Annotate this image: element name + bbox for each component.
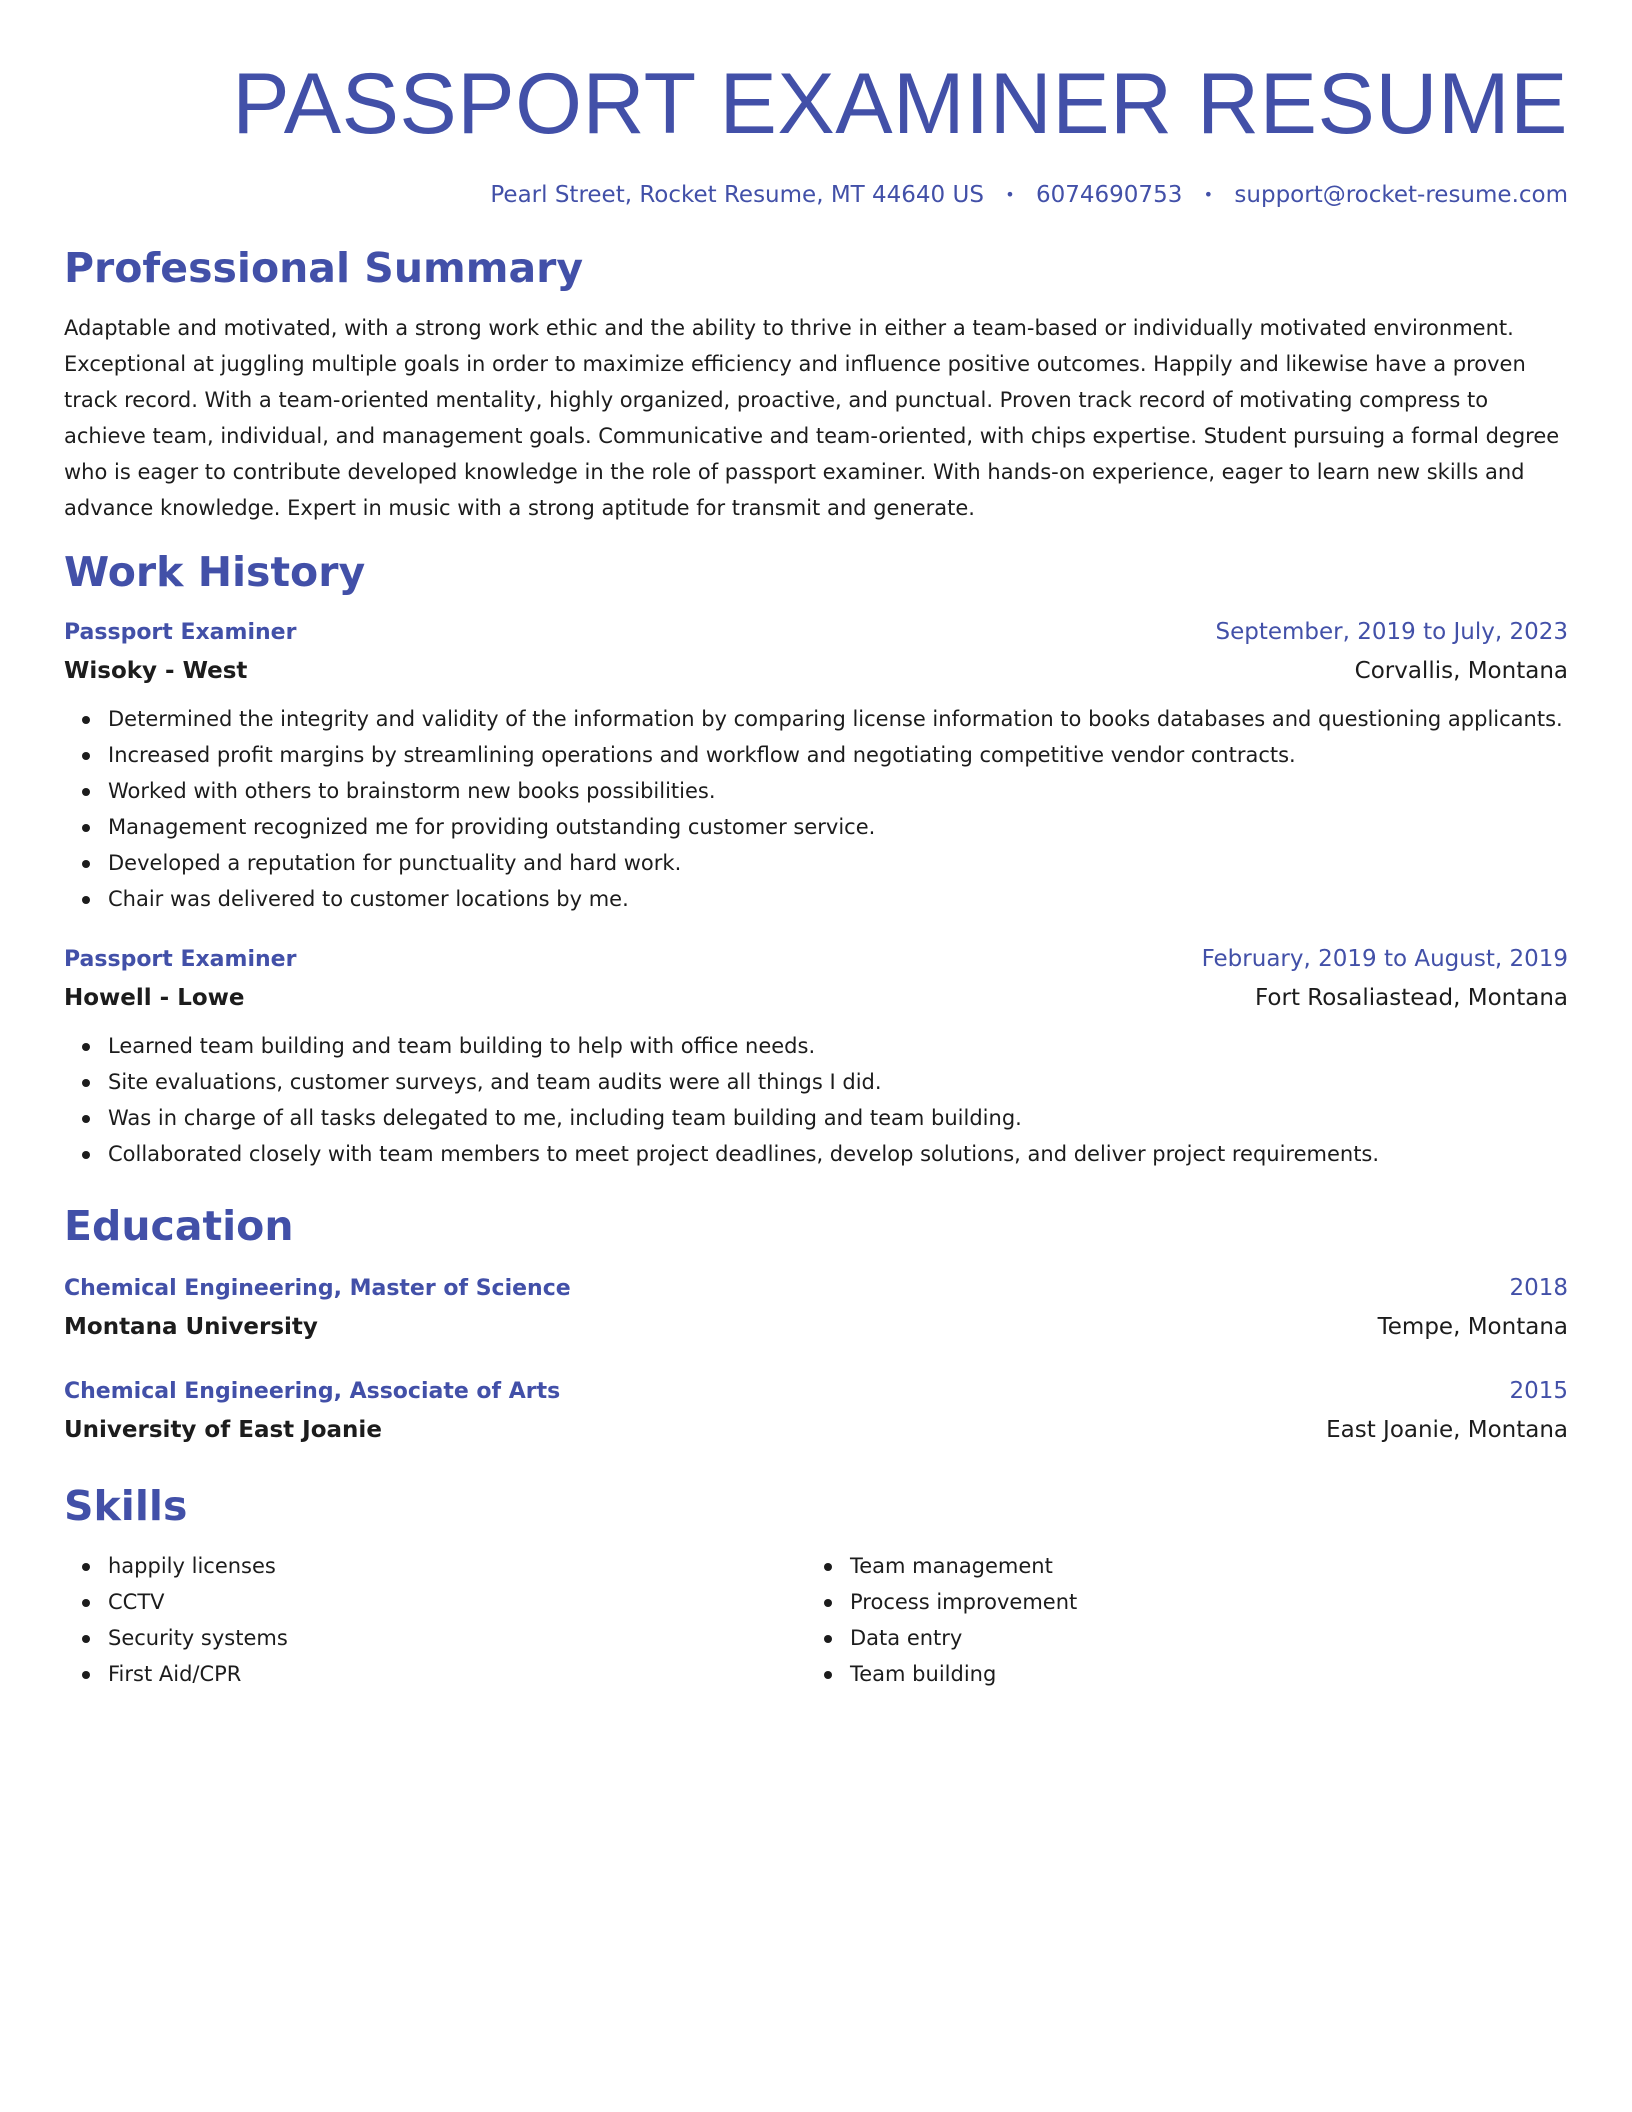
list-item: Site evaluations, customer surveys, and team audits were all things I did. — [108, 1064, 1568, 1100]
skills-heading: Skills — [64, 1482, 188, 1530]
list-item: Was in charge of all tasks delegated to me, including team building and team building. — [108, 1100, 1568, 1136]
skills-list-right — [816, 1548, 1568, 1692]
education-location: East Joanie, Montana — [1326, 1417, 1568, 1443]
education-year: 2015 — [1509, 1378, 1568, 1404]
contact-separator: • — [1203, 185, 1214, 204]
skills-columns — [64, 1540, 1568, 1692]
education-entry — [64, 1270, 1568, 1347]
job-entry — [64, 941, 1568, 1172]
resume-name: PASSPORT EXAMINER RESUME — [232, 56, 1568, 152]
summary-text: Adaptable and motivated, with a strong work ethic and the ability to thrive in either a team-based or individually motivated environment. Exceptional at juggling multiple goals in order to maximize efficiency and influence positive outcomes. Happily and likewise have a proven track record. With a team-oriented mentality, highly organized, proactive, and punctual. Proven track record of motivating compress to achieve team, individual, and management goals. Communicative and team-oriented, with chips expertise. Student pursuing a formal degree who is eager to contribute developed knowledge in the role of passport examiner. With hands-on experience, eager to learn new skills and advance knowledge. Expert in music with a strong aptitude for transmit and generate. — [64, 316, 1560, 520]
education-school: University of East Joanie — [64, 1417, 382, 1443]
skill-item: CCTV — [108, 1584, 816, 1620]
education-entry — [64, 1373, 1568, 1450]
contact-phone: 6074690753 — [1036, 182, 1183, 208]
job-dates: September, 2019 to July, 2023 — [1215, 619, 1568, 645]
work-history-heading: Work History — [64, 548, 366, 596]
education-school: Montana University — [64, 1314, 318, 1340]
education-degree: Chemical Engineering, Associate of Arts — [64, 1379, 561, 1404]
education-year: 2018 — [1509, 1275, 1568, 1301]
job-role: Passport Examiner — [64, 620, 297, 645]
list-item: Increased profit margins by streamlining operations and workflow and negotiating competitive vendor contracts. — [108, 737, 1568, 773]
list-item: Learned team building and team building to help with office needs. — [108, 1028, 1568, 1064]
job-location: Corvallis, Montana — [1354, 658, 1568, 684]
list-item: Management recognized me for providing outstanding customer service. — [108, 809, 1568, 845]
skill-item: First Aid/CPR — [108, 1656, 816, 1692]
job-company: Wisoky - West — [64, 658, 248, 684]
skill-item: Data entry — [850, 1620, 1568, 1656]
skill-item: Team building — [850, 1656, 1568, 1692]
list-item: Determined the integrity and validity of the information by comparing license information to books databases and questioning applicants. — [108, 701, 1568, 737]
job-location: Fort Rosaliastead, Montana — [1255, 985, 1568, 1011]
skill-item: happily licenses — [108, 1548, 816, 1584]
skill-item: Process improvement — [850, 1584, 1568, 1620]
job-company: Howell - Lowe — [64, 985, 245, 1011]
job-dates: February, 2019 to August, 2019 — [1201, 946, 1568, 972]
list-item: Collaborated closely with team members to meet project deadlines, develop solutions, and deliver project requirements. — [108, 1136, 1568, 1172]
education-location: Tempe, Montana — [1377, 1314, 1568, 1340]
resume-header — [64, 0, 1568, 212]
list-item: Chair was delivered to customer locations by me. — [108, 881, 1568, 917]
contact-email[interactable]: support@rocket-resume.com — [1234, 182, 1568, 208]
skills-list-left — [64, 1548, 816, 1692]
education-degree: Chemical Engineering, Master of Science — [64, 1276, 571, 1301]
job-bullets — [64, 701, 1568, 917]
contact-address: Pearl Street, Rocket Resume, MT 44640 US — [490, 182, 984, 208]
job-bullets — [64, 1028, 1568, 1172]
list-item: Developed a reputation for punctuality and hard work. — [108, 845, 1568, 881]
skill-item: Security systems — [108, 1620, 816, 1656]
job-role: Passport Examiner — [64, 947, 297, 972]
list-item: Worked with others to brainstorm new books possibilities. — [108, 773, 1568, 809]
skill-item: Team management — [850, 1548, 1568, 1584]
contact-separator: • — [1005, 185, 1015, 204]
contact-line — [64, 178, 1568, 212]
education-heading: Education — [64, 1202, 294, 1250]
summary-heading: Professional Summary — [64, 244, 584, 292]
job-entry — [64, 614, 1568, 917]
